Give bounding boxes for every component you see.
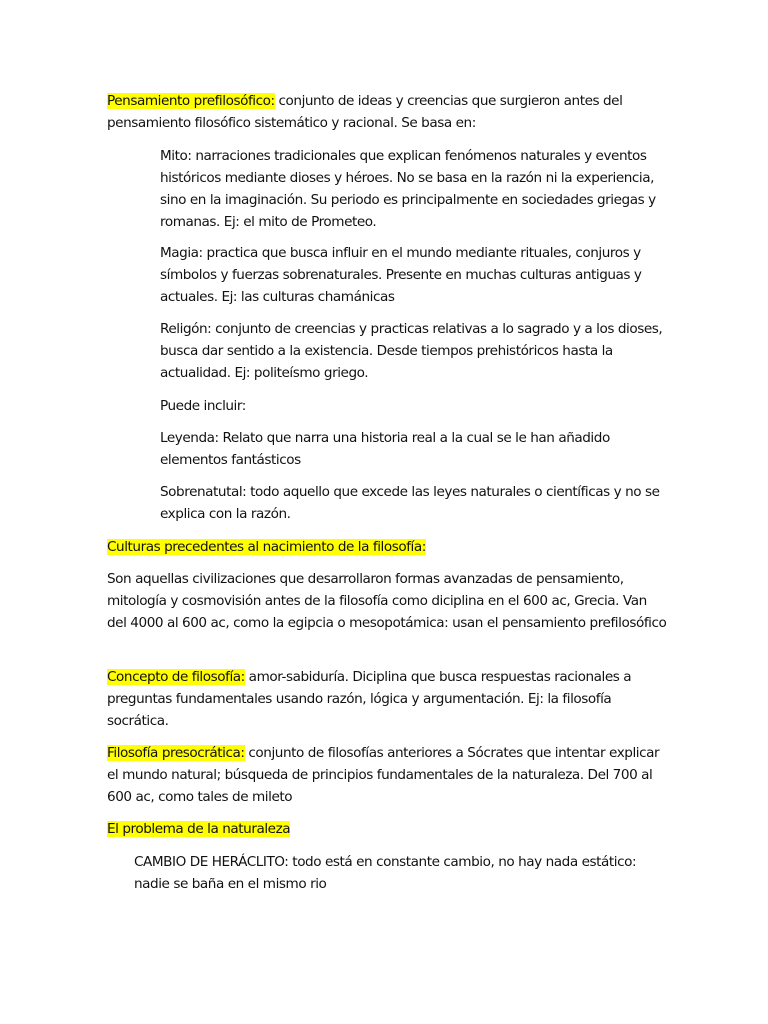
item-leyenda: Leyenda: Relato que narra una historia real a la cual se le han añadido elementos fantásticos (160, 430, 610, 468)
section-pensamiento-prefilosofico (107, 90, 667, 134)
section-culturas-heading (107, 536, 667, 558)
highlighted-heading: Filosofía presocrática: (107, 745, 245, 761)
item-puede-incluir: Puede incluir: (160, 398, 246, 414)
paragraph-text: amor-sabiduría. Diciplina que busca respuestas racionales a preguntas fundamentales usando razón, lógica y argumentación. Ej: la filosofía socrática. (107, 669, 632, 729)
section-culturas-text: Son aquellas civilizaciones que desarrollaron formas avanzadas de pensamiento, mitología y cosmovisión antes de la filosofía como diciplina en el 600 ac, Grecia. Van del 4000 al 600 ac, como la egipcia o mesopotámica: usan el pensamiento prefilosófico (107, 571, 667, 631)
highlighted-heading: Culturas precedentes al nacimiento de la filosofía: (107, 539, 426, 555)
highlighted-heading: El problema de la naturaleza (107, 821, 291, 837)
section-problema-naturaleza (107, 818, 667, 840)
section-filosofia-presocratica (107, 742, 667, 808)
item-religion: Religón: conjunto de creencias y practicas relativas a lo sagrado y a los dioses, busca dar sentido a la existencia. Desde tiempos prehistóricos hasta la actualidad. Ej: politeísmo griego. (160, 321, 663, 381)
highlighted-heading: Pensamiento prefilosófico: (107, 93, 275, 109)
item-magia: Magia: practica que busca influir en el mundo mediante rituales, conjuros y símbolos y fuerzas sobrenaturales. Presente en muchas culturas antiguas y actuales. Ej: las culturas chamánicas (160, 245, 642, 305)
paragraph-text: conjunto de filosofías anteriores a Sócrates que intentar explicar el mundo natural; búsqueda de principios fundamentales de la naturaleza. Del 700 al 600 ac, como tales de mileto (107, 745, 660, 805)
item-mito: Mito: narraciones tradicionales que explican fenómenos naturales y eventos históricos mediante dioses y héroes. No se basa en la razón ni la experiencia, sino en la imaginación. Su periodo es principalmente en sociedades griegas y romanas. Ej: el mito de Prometeo. (160, 148, 656, 230)
item-sobrenatural: Sobrenatutal: todo aquello que excede las leyes naturales o científicas y no se explica con la razón. (160, 484, 660, 522)
item-cambio-heraclito: CAMBIO DE HERÁCLITO: todo está en constante cambio, no hay nada estático: nadie se baña en el mismo rio (134, 854, 637, 892)
highlighted-heading: Concepto de filosofía: (107, 669, 245, 685)
paragraph-text: conjunto de ideas y creencias que surgieron antes del pensamiento filosófico sistemático y racional. Se basa en: (107, 93, 623, 131)
section-concepto-filosofia (107, 666, 667, 732)
